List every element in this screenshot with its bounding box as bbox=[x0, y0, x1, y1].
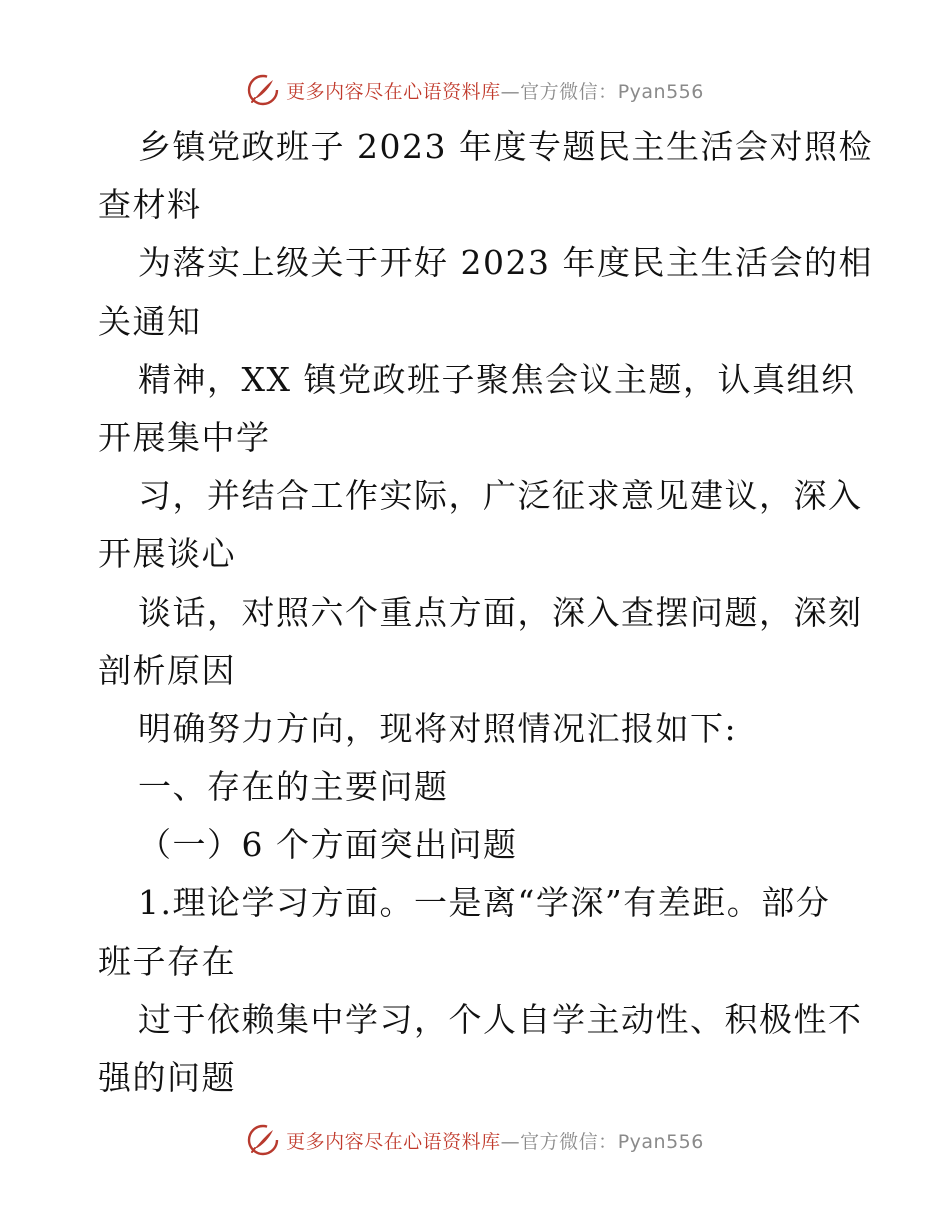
doc-line: 明确努力方向，现将对照情况汇报如下: bbox=[138, 708, 738, 748]
watermark-text bbox=[286, 1127, 704, 1154]
watermark-banner-top bbox=[0, 68, 950, 112]
document-body bbox=[98, 118, 873, 1107]
watermark-main-text: 更多内容尽在心语资料库 bbox=[286, 1130, 501, 1153]
doc-line: 1.理论学习方面。一是离“学深”有差距。部分 bbox=[138, 883, 831, 923]
doc-line: 开展集中学 bbox=[98, 417, 271, 457]
watermark-wechat-id: Pyan556 bbox=[617, 1130, 704, 1153]
doc-line: 习，并结合工作实际，广泛征求意见建议，深入 bbox=[138, 476, 863, 516]
watermark-secondary-text: 官方微信： bbox=[520, 80, 618, 103]
feather-pen-logo-icon bbox=[246, 1123, 280, 1157]
doc-line: 谈话，对照六个重点方面，深入查摆问题，深刻 bbox=[138, 592, 863, 632]
watermark-dash: — bbox=[500, 1130, 521, 1153]
doc-line: 过于依赖集中学习，个人自学主动性、积极性不 bbox=[138, 999, 863, 1039]
watermark-secondary-text: 官方微信： bbox=[520, 1130, 618, 1153]
doc-line: 精神，XX 镇党政班子聚焦会议主题，认真组织 bbox=[138, 359, 856, 399]
doc-line: 班子存在 bbox=[98, 941, 236, 981]
doc-line: 强的问题 bbox=[98, 1058, 236, 1097]
doc-line: 查材料 bbox=[98, 185, 202, 225]
watermark-dash: — bbox=[500, 80, 521, 103]
doc-line: 关通知 bbox=[98, 301, 202, 341]
watermark-banner-bottom bbox=[0, 1118, 950, 1162]
watermark-wechat-id: Pyan556 bbox=[617, 80, 704, 103]
watermark-main-text: 更多内容尽在心语资料库 bbox=[286, 80, 501, 103]
doc-line: 开展谈心 bbox=[98, 534, 236, 574]
watermark-text bbox=[286, 77, 704, 104]
section-heading: 一、存在的主要问题 bbox=[138, 767, 449, 807]
doc-line: 为落实上级关于开好 2023 年度民主生活会的相 bbox=[138, 243, 873, 283]
subsection-heading: （一）6 个方面突出问题 bbox=[138, 825, 518, 865]
doc-line: 剖析原因 bbox=[98, 650, 236, 690]
feather-pen-logo-icon bbox=[246, 73, 280, 107]
doc-line: 乡镇党政班子 2023 年度专题民主生活会对照检 bbox=[138, 127, 873, 166]
